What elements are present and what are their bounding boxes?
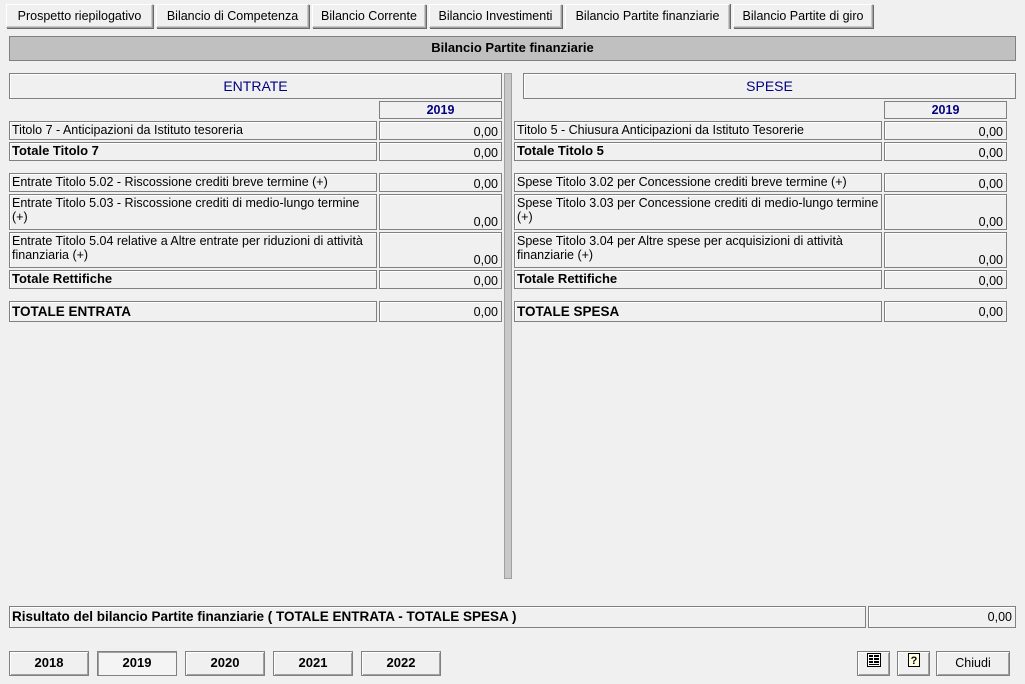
entrate-totale-titolo-7-value: 0,00	[379, 142, 502, 161]
entrate-row-label: Titolo 7 - Anticipazioni da Istituto tesoreria	[9, 121, 377, 140]
year-button-2020[interactable]: 2020	[185, 651, 265, 676]
risultato-value: 0,00	[868, 606, 1016, 628]
entrate-row-value: 0,00	[379, 173, 502, 192]
report-button[interactable]	[857, 651, 890, 676]
column-splitter[interactable]	[504, 73, 512, 579]
entrate-row-value: 0,00	[379, 121, 502, 140]
totale-entrata-label: TOTALE ENTRATA	[9, 301, 377, 322]
entrate-totale-titolo-7-label: Totale Titolo 7	[9, 142, 377, 161]
spese-year-header: 2019	[884, 101, 1007, 119]
tab-bilancio-partite-giro[interactable]: Bilancio Partite di giro	[733, 4, 873, 28]
entrate-row-label: Entrate Titolo 5.04 relative a Altre entrate per riduzioni di attività finanziaria (+)	[9, 232, 377, 268]
entrate-row-value: 0,00	[379, 232, 502, 268]
spese-row-value: 0,00	[884, 173, 1007, 192]
risultato-label: Risultato del bilancio Partite finanziarie ( TOTALE ENTRATA - TOTALE SPESA )	[9, 606, 866, 628]
spese-row-value: 0,00	[884, 232, 1007, 268]
spese-row-value: 0,00	[884, 121, 1007, 140]
spese-heading: SPESE	[523, 73, 1016, 99]
tab-bilancio-competenza[interactable]: Bilancio di Competenza	[156, 4, 309, 28]
totale-entrata-value: 0,00	[379, 301, 502, 322]
totale-spesa-value: 0,00	[884, 301, 1007, 322]
spese-row-label: Spese Titolo 3.03 per Concessione crediti di medio-lungo termine (+)	[514, 194, 882, 230]
page-title: Bilancio Partite finanziarie	[9, 36, 1016, 61]
year-button-2019[interactable]: 2019	[97, 651, 177, 676]
help-button[interactable]	[897, 651, 930, 676]
entrate-totale-rettifiche-value: 0,00	[379, 270, 502, 289]
year-button-2018[interactable]: 2018	[9, 651, 89, 676]
entrate-totale-rettifiche-label: Totale Rettifiche	[9, 270, 377, 289]
spese-totale-titolo-5-label: Totale Titolo 5	[514, 142, 882, 161]
help-icon	[906, 652, 922, 675]
tab-bilancio-corrente[interactable]: Bilancio Corrente	[312, 4, 426, 28]
spese-totale-rettifiche-label: Totale Rettifiche	[514, 270, 882, 289]
tab-prospetto-riepilogativo[interactable]: Prospetto riepilogativo	[6, 4, 153, 28]
entrate-row-label: Entrate Titolo 5.02 - Riscossione crediti breve termine (+)	[9, 173, 377, 192]
year-button-2022[interactable]: 2022	[361, 651, 441, 676]
report-icon	[866, 652, 882, 675]
tab-bilancio-partite-finanziarie[interactable]: Bilancio Partite finanziarie	[565, 4, 730, 29]
spese-totale-titolo-5-value: 0,00	[884, 142, 1007, 161]
spese-row-label: Spese Titolo 3.04 per Altre spese per acquisizioni di attività finanziarie (+)	[514, 232, 882, 268]
entrate-heading: ENTRATE	[9, 73, 502, 99]
year-button-2021[interactable]: 2021	[273, 651, 353, 676]
entrate-row-value: 0,00	[379, 194, 502, 230]
entrate-row-label: Entrate Titolo 5.03 - Riscossione crediti di medio-lungo termine (+)	[9, 194, 377, 230]
spese-row-label: Titolo 5 - Chiusura Anticipazioni da Istituto Tesorerie	[514, 121, 882, 140]
entrate-year-header: 2019	[379, 101, 502, 119]
spese-totale-rettifiche-value: 0,00	[884, 270, 1007, 289]
spese-row-value: 0,00	[884, 194, 1007, 230]
close-button[interactable]: Chiudi	[936, 651, 1010, 676]
spese-row-label: Spese Titolo 3.02 per Concessione crediti breve termine (+)	[514, 173, 882, 192]
tab-bilancio-investimenti[interactable]: Bilancio Investimenti	[429, 4, 562, 28]
svg-text:?: ?	[910, 655, 917, 667]
totale-spesa-label: TOTALE SPESA	[514, 301, 882, 322]
